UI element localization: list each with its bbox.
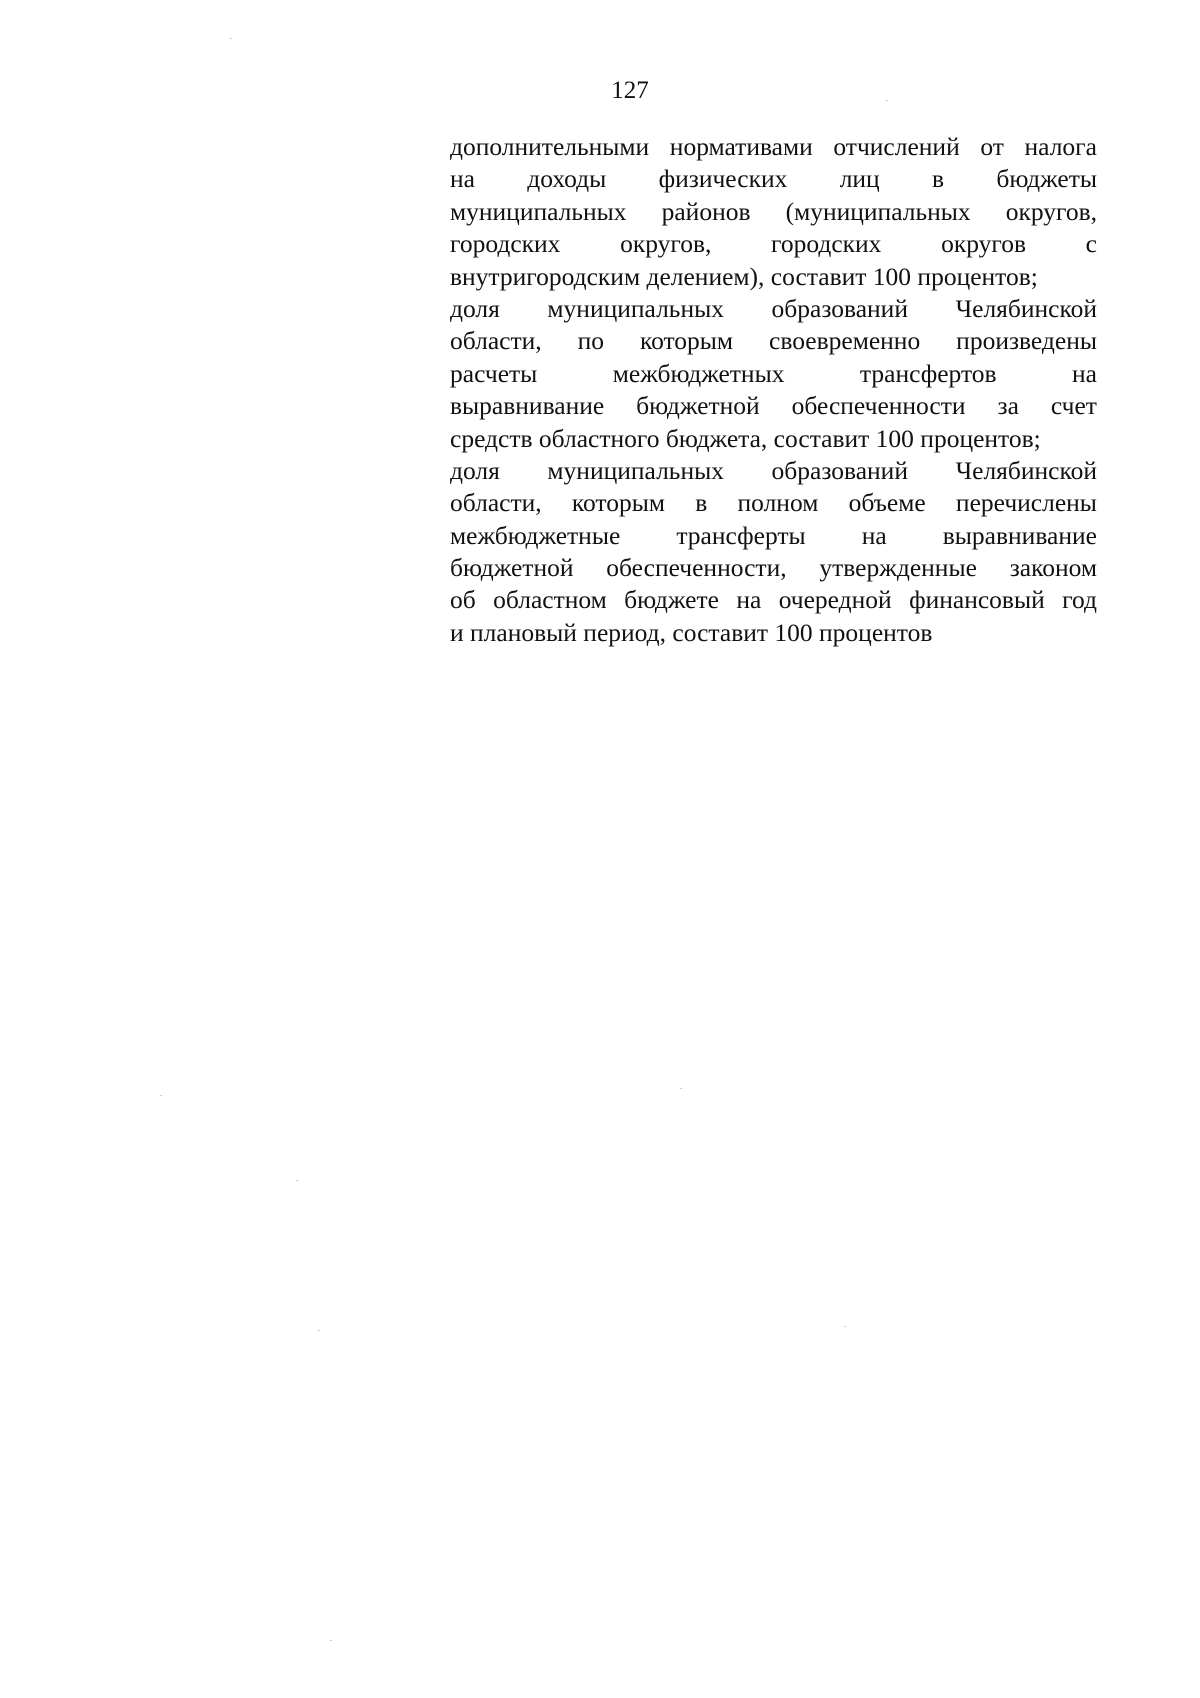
text-line [450,325,1097,357]
text-word: Челябинской [955,455,1097,485]
text-word: год [1062,585,1097,615]
text-word: доля [450,455,500,485]
text-word: межбюджетные [450,520,621,550]
text-word: на [861,520,887,550]
text-word: отчислений [833,132,960,161]
text-word: муниципальных [450,196,627,226]
text-word: в [695,488,708,518]
text-word: по [577,326,604,356]
text-word: на [736,585,762,615]
text-word: области, [450,326,542,356]
text-line: внутригородским делением), составит 100 процентов; [450,261,1038,291]
text-word: Челябинской [955,293,1097,323]
text-word: от [980,132,1004,161]
text-word: городских [771,229,882,259]
text-word: законом [1009,553,1097,583]
text-word: утвержденные [819,553,977,583]
text-word: трансфертов [859,358,997,388]
text-word: округов, [620,229,712,259]
text-word: выравнивание [942,520,1097,550]
document-body [450,131,1097,649]
scan-speck [844,1326,846,1327]
text-word: округов [941,229,1026,259]
text-word: объеме [848,488,926,518]
text-word: обеспеченности, [606,553,787,583]
text-line: средств областного бюджета, составит 100 процентов; [450,423,1041,453]
text-word: бюджеты [996,164,1097,194]
text-word: дополнительными [450,132,650,161]
text-word: которым [571,488,665,518]
text-line [450,293,1097,325]
text-line [450,196,1097,228]
text-word: на [450,164,475,194]
text-word: образований [771,293,908,323]
text-word: нормативами [669,132,813,161]
text-line [450,455,1097,487]
text-word: полном [737,488,819,518]
text-word: с [1085,229,1097,259]
text-word: налога [1024,132,1097,161]
text-word: очередной [778,585,892,615]
text-word: бюджетной [450,553,574,583]
scan-speck [318,1330,320,1331]
text-line: и плановый период, составит 100 процентов [450,617,933,647]
text-line [450,552,1097,584]
text-word: области, [450,488,542,518]
text-word: областном [493,585,607,615]
text-word: перечислены [955,488,1097,518]
text-word: муниципальных [547,455,724,485]
text-word: выравнивание [450,391,605,421]
scan-speck [230,38,232,39]
text-word: которым [639,326,734,356]
scan-speck [680,1088,682,1089]
text-word: физических [658,164,788,194]
text-word: районов [661,196,751,226]
text-word: счет [1050,391,1097,421]
text-word: бюджетной [636,391,760,421]
text-word: (муниципальных [785,196,971,226]
text-word: городских [450,229,561,259]
text-word: лиц [839,164,880,194]
text-line [450,487,1097,519]
text-word: расчеты [450,358,538,388]
text-line [450,520,1097,552]
scan-speck [330,1640,332,1641]
text-word: своевременно [769,326,921,356]
scan-speck [160,1095,162,1096]
text-word: межбюджетных [612,358,785,388]
text-line [450,358,1097,390]
text-word: бюджете [624,585,719,615]
text-word: финансовый [909,585,1045,615]
text-line [450,131,1097,163]
text-word: об [450,585,476,615]
text-line [450,163,1097,195]
text-word: за [997,391,1019,421]
text-word: обеспеченности [791,391,966,421]
text-word: на [1072,358,1097,388]
text-word: доля [450,293,500,323]
text-word: доходы [527,164,607,194]
text-line [450,390,1097,422]
scan-speck [296,1180,298,1181]
text-word: образований [771,455,908,485]
text-word: произведены [956,326,1097,356]
page-number: 127 [611,77,649,104]
scan-speck [886,100,888,101]
text-word: округов, [1005,196,1097,226]
text-word: трансферты [676,520,806,550]
text-word: муниципальных [547,293,724,323]
text-word: в [932,164,945,194]
text-line [450,228,1097,260]
text-line [450,584,1097,616]
